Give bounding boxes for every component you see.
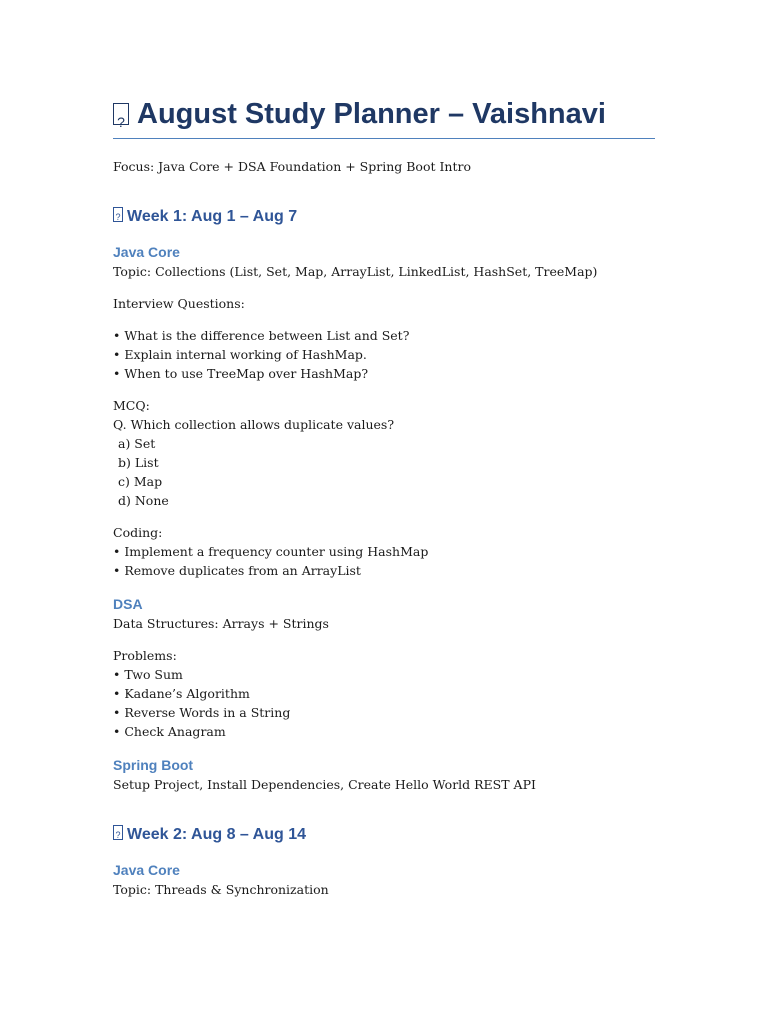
mcq-option: c) Map (118, 474, 163, 489)
mcq-question: Q. Which collection allows duplicate values? (113, 417, 395, 432)
mcq-label: MCQ: (113, 398, 150, 413)
mcq-option: a) Set (118, 436, 156, 451)
list-item: • Check Anagram (113, 724, 226, 739)
week1-java-topic: Topic: Collections (List, Set, Map, ArrayList, LinkedList, HashSet, TreeMap) (113, 264, 598, 279)
list-item: • Remove duplicates from an ArrayList (113, 563, 361, 578)
week2-java-topic: Topic: Threads & Synchronization (113, 882, 329, 897)
list-item: • When to use TreeMap over HashMap? (113, 366, 369, 381)
document-title (113, 96, 655, 139)
list-item: • Explain internal working of HashMap. (113, 347, 367, 362)
mcq-options-list (113, 434, 655, 510)
week2-java-core-heading: Java Core (113, 862, 180, 878)
list-item: • Reverse Words in a String (113, 705, 291, 720)
week1-java-core-heading: Java Core (113, 244, 180, 260)
list-item: • Kadane’s Algorithm (113, 686, 250, 701)
week1-dsa-heading: DSA (113, 596, 143, 612)
week1-heading (113, 206, 655, 228)
week1-heading-text: Week 1: Aug 1 – Aug 7 (127, 208, 298, 225)
interview-questions-list (113, 326, 655, 383)
week2-heading-text: Week 2: Aug 8 – Aug 14 (127, 826, 307, 843)
week1-spring-boot-heading: Spring Boot (113, 757, 194, 773)
week2-heading (113, 824, 655, 846)
missing-glyph-icon (113, 825, 123, 840)
dsa-structures: Data Structures: Arrays + Strings (113, 616, 329, 631)
interview-questions-label: Interview Questions: (113, 296, 245, 311)
coding-label: Coding: (113, 525, 163, 540)
missing-glyph-icon (113, 103, 129, 125)
missing-glyph-icon (113, 207, 123, 222)
spring-boot-text: Setup Project, Install Dependencies, Create Hello World REST API (113, 777, 536, 792)
coding-list (113, 542, 655, 580)
mcq-option: b) List (118, 455, 159, 470)
focus-line: Focus: Java Core + DSA Foundation + Spring Boot Intro (113, 159, 471, 174)
mcq-option: d) None (118, 493, 169, 508)
problems-label: Problems: (113, 648, 177, 663)
document-title-text: August Study Planner – Vaishnavi (137, 98, 606, 130)
problems-list (113, 665, 655, 741)
list-item: • Two Sum (113, 667, 183, 682)
list-item: • Implement a frequency counter using HashMap (113, 544, 429, 559)
list-item: • What is the difference between List and Set? (113, 328, 410, 343)
